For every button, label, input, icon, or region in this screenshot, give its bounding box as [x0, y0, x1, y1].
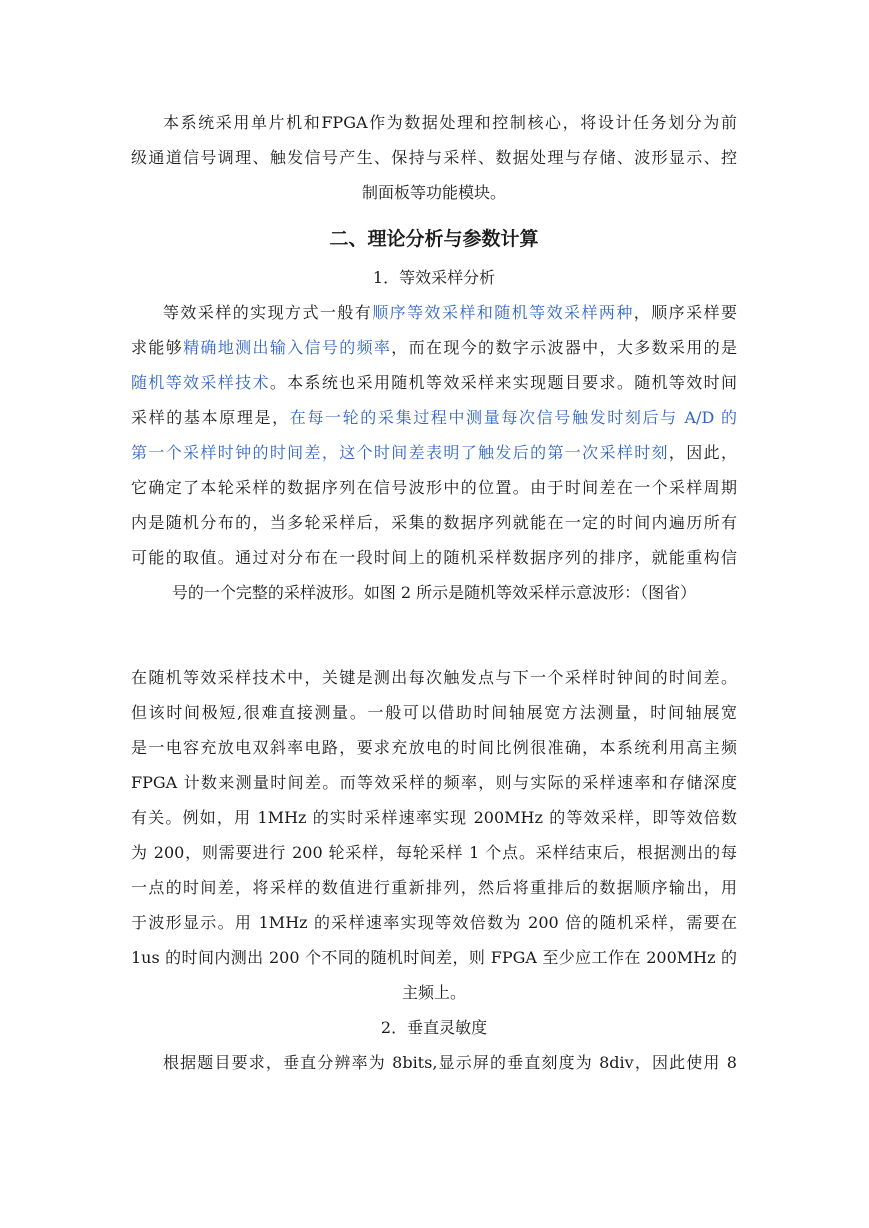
para2-line-5: 有关。例如，用 1MHz 的实时采样速率实现 200MHz 的等效采样，即等效倍数 [131, 808, 737, 827]
para1-line-9: 号的一个完整的采样波形。如图 2 所示是随机等效采样示意波形：（图省） [171, 583, 697, 602]
para2-line-2: 但该时间极短,很难直接测量。一般可以借助时间轴展宽方法测量，时间轴展宽 [131, 703, 737, 722]
highlight-text: 精确地测出输入信号的频率 [183, 338, 392, 357]
highlight-text: 顺序等效采样和随机等效采样两种 [372, 303, 634, 322]
subsection-title-2: 2．垂直灵敏度 [380, 1018, 488, 1037]
para2-line-10: 主频上。 [401, 983, 466, 1002]
para2-line-1: 在随机等效采样技术中，关键是测出每次触发点与下一个采样时钟间的时间差。 [131, 668, 737, 687]
para1-text: ，而在现今的数字示波器中，大多数采用的是 [391, 338, 737, 357]
para1-line-3 [131, 366, 737, 400]
para2-line-4: FPGA 计数来测量时间差。而等效采样的频率，则与实际的采样速率和存储深度 [131, 773, 737, 792]
section-title: 二、理论分析与参数计算 [329, 228, 539, 250]
subsection-title-1: 1．等效采样分析 [372, 268, 496, 287]
para2-line-6: 为 200，则需要进行 200 轮采样，每轮采样 1 个点。采样结束后，根据测出的每 [131, 843, 737, 862]
para1-line-4 [131, 401, 737, 435]
para1-line-1 [163, 296, 737, 330]
para1-text: ，顺序采样要 [633, 303, 737, 322]
para1-line-7: 内是随机分布的，当多轮采样后，采集的数据序列就能在一定的时间内遍历所有 [131, 513, 737, 532]
highlight-text: 第一个采样时钟的时间差，这个时间差表明了触发后的第一次采样时刻 [131, 443, 669, 462]
para2-line-7: 一点的时间差，将采样的数值进行重新排列，然后将重排后的数据顺序输出，用 [131, 878, 737, 897]
para1-line-2 [131, 331, 737, 365]
highlight-text: 随机等效采样技术 [131, 373, 270, 392]
highlight-text: 在每一轮的采集过程中测量每次信号触发时刻后与 A/D 的 [289, 408, 737, 427]
para1-text: 等效采样的实现方式一般有 [163, 303, 373, 322]
para2-line-3: 是一电容充放电双斜率电路，要求充放电的时间比例很准确，本系统利用高主频 [131, 738, 737, 757]
para2-line-8: 于波形显示。用 1MHz 的采样速率实现等效倍数为 200 倍的随机采样，需要在 [131, 913, 737, 932]
para1-text: 。本系统也采用随机等效采样来实现题目要求。随机等效时间 [269, 373, 737, 392]
para2-line-9: 1us 的时间内测出 200 个不同的随机时间差，则 FPGA 至少应工作在 200MHz 的 [131, 948, 737, 967]
para1-text: 采样的基本原理是， [131, 408, 290, 427]
intro-line-3: 制面板等功能模块。 [361, 183, 506, 202]
para1-line-5 [131, 436, 737, 470]
intro-line-1: 本系统采用单片机和FPGA作为数据处理和控制核心，将设计任务划分为前 [163, 113, 737, 132]
para1-line-8: 可能的取值。通过对分布在一段时间上的随机采样数据序列的排序，就能重构信 [131, 548, 737, 567]
para3-line-1: 根据题目要求，垂直分辨率为 8bits,显示屏的垂直刻度为 8div，因此使用 8 [163, 1053, 737, 1072]
intro-line-2: 级通道信号调理、触发信号产生、保持与采样、数据处理与存储、波形显示、控 [131, 148, 737, 167]
para1-text: ，因此， [668, 443, 737, 462]
para1-line-6: 它确定了本轮采样的数据序列在信号波形中的位置。由于时间差在一个采样周期 [131, 478, 737, 497]
para1-text: 求能够 [131, 338, 184, 357]
